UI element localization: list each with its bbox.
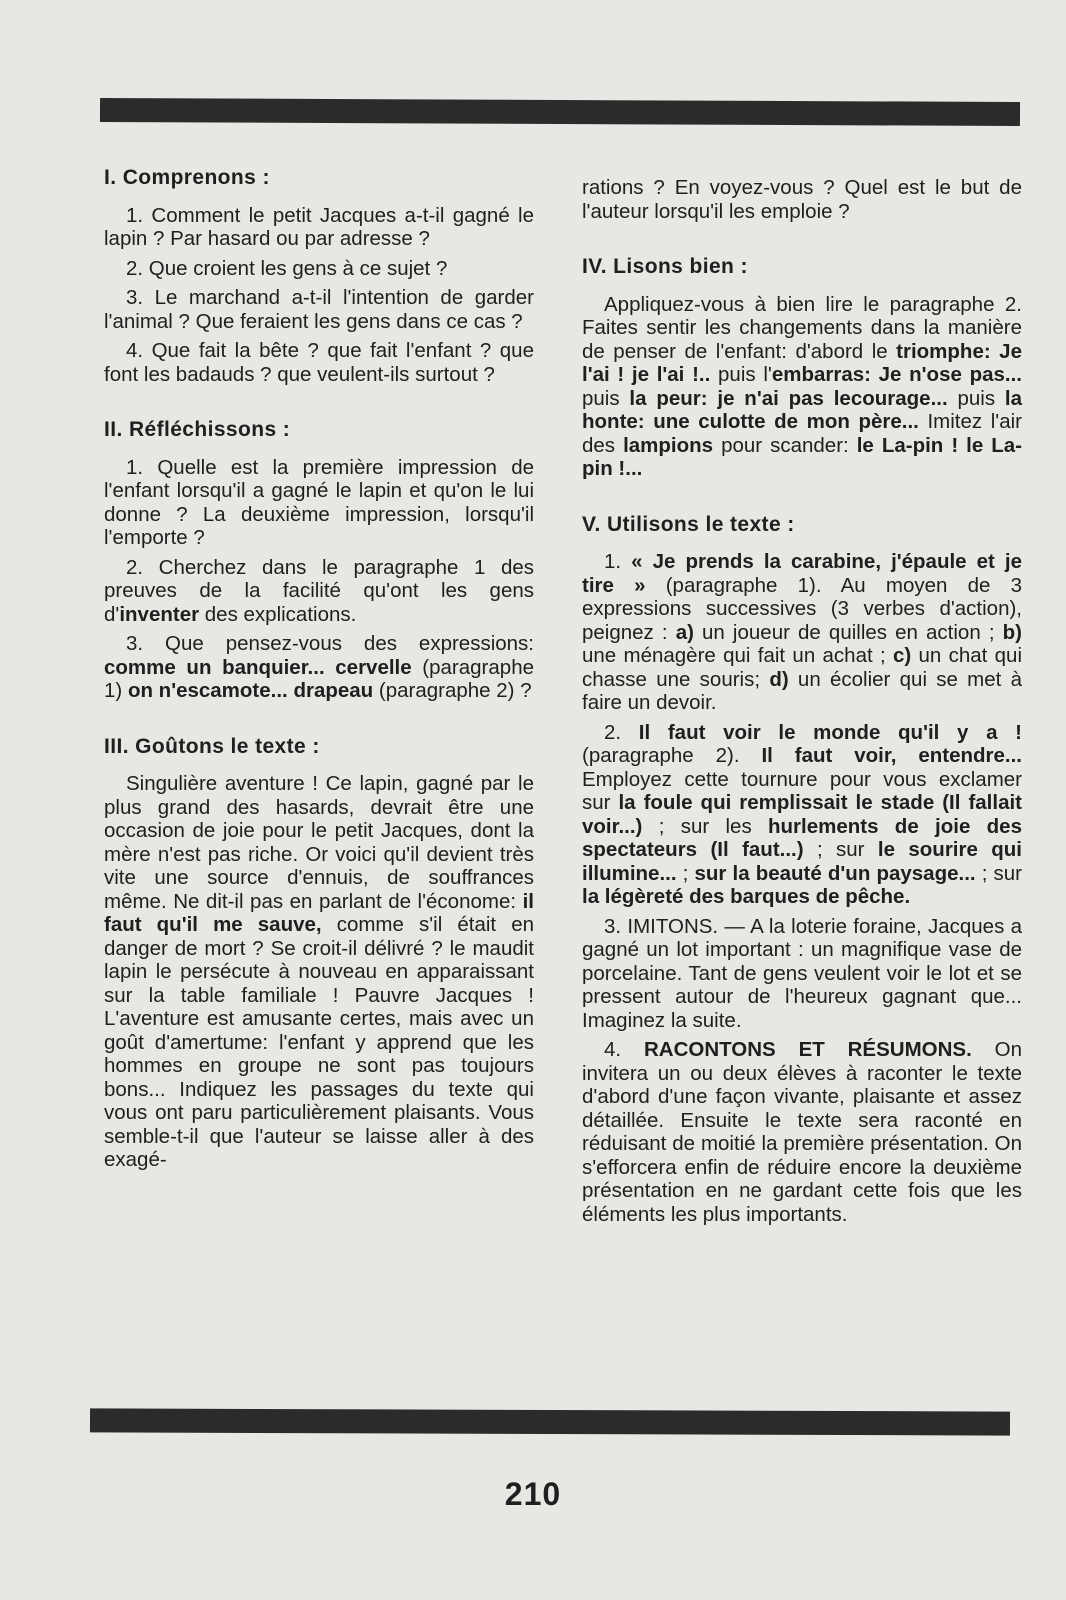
bottom-rule — [90, 1408, 1010, 1435]
question: 2. Cherchez dans le paragraphe 1 des preuves de la facilité qu'ont les gens d'inventer des explications. — [104, 555, 534, 626]
question: 2. Que croient les gens à ce sujet ? — [126, 256, 448, 280]
question: 4. Que fait la bête ? que fait l'enfant ? que font les badauds ? que veulent-ils surtout ? — [104, 339, 534, 386]
exercise: 4. RACONTONS ET RÉSUMONS. On invitera un ou deux élèves à raconter le texte d'abord d'une façon vivante, plaisante et assez détaillée. Ensuite le texte sera raconté en réduisant de moitié la première présentation. On s'efforcera enfin de réduire encore la deuxième présentation en ne gardant cette fois que les éléments les plus importants. — [582, 1038, 1022, 1226]
section-title: IV. Lisons bien : — [582, 255, 748, 278]
paragraph: rations ? En voyez-vous ? Quel est le but de l'auteur lorsqu'il les emploie ? — [582, 176, 1022, 223]
question: 3. Le marchand a-t-il l'intention de garder l'animal ? Que feraient les gens dans ce cas ? — [104, 286, 534, 333]
section-utilisons — [582, 513, 1022, 1227]
section-comprenons — [104, 166, 534, 386]
question: 3. Que pensez-vous des expressions: comme un banquier... cervelle (paragraphe 1) on n'escamote... drapeau (paragraphe 2) ? — [104, 632, 534, 702]
exercise: 3. IMITONS. — A la loterie foraine, Jacques a gagné un lot important : un magnifique vase de porcelaine. Tant de gens veulent voir le lot et se pressent autour de l'heureux gagnant que... Imaginez la suite. — [582, 914, 1023, 1032]
section-goutons — [104, 735, 534, 1172]
exercise: 2. Il faut voir le monde qu'il y a ! (paragraphe 2). Il faut voir, entendre... Employez cette tournure pour vous exclamer sur la foule qui remplissait le stade (Il fallait voir...) ; sur les hurlements de joie des spectateurs (Il faut...) ; sur le sourire qui illumine... ; sur la beauté d'un paysage... ; sur la légèreté des barques de pêche. — [582, 720, 1022, 908]
right-column — [582, 176, 1022, 1258]
left-column — [104, 166, 534, 1204]
section-lisons — [582, 255, 1022, 481]
section-title: I. Comprenons : — [104, 166, 270, 189]
section-title: III. Goûtons le texte : — [104, 734, 320, 758]
top-rule — [100, 98, 1020, 126]
paragraph: Singulière aventure ! Ce lapin, gagné par le plus grand des hasards, devrait être une occasion de joie pour le petit Jacques, dont la mère n'est pas riche. Or voici qu'il devient très vite une source d'ennuis, de souffrances même. Ne dit-il pas en parlant de l'économe: il faut qu'il me sauve, comme s'il était en danger de mort ? Se croit-il délivré ? le maudit lapin le persécute à nouveau en apparaissant sur la table familiale ! Pauvre Jacques ! L'aventure est amusante certes, mais avec un goût d'amertume: l'enfant y apprend que les hommes en groupe ne sont pas toujours bons... Indiquez les passages du texte qui vous ont paru particulièrement plaisants. Vous semble-t-il que l'auteur se laisse aller à des exagé- — [104, 772, 534, 1171]
paragraph: Appliquez-vous à bien lire le paragraphe 2. Faites sentir les changements dans la manière de penser de l'enfant: d'abord le triomphe: Je l'ai ! je l'ai !.. puis l'embarras: Je n'ose pas... puis la peur: je n'ai pas lecourage... puis la honte: une culotte de mon père... Imitez l'air des lampions pour scander: le La-pin ! le La-pin !... — [582, 292, 1023, 480]
question: 1. Quelle est la première impression de l'enfant lorsqu'il a gagné le lapin et qu'on le lui donne ? La deuxième impression, lorsqu'il l'emporte ? — [104, 455, 534, 549]
section-reflechissons — [104, 418, 534, 703]
section-title: V. Utilisons le texte : — [582, 512, 795, 536]
question: 1. Comment le petit Jacques a-t-il gagné le lapin ? Par hasard ou par adresse ? — [104, 203, 534, 250]
page-number: 210 — [504, 1476, 562, 1512]
section-title: II. Réfléchissons : — [104, 418, 291, 441]
exercise: 1. « Je prends la carabine, j'épaule et je tire » (paragraphe 1). Au moyen de 3 expressions successives (3 verbes d'action), peignez : a) un joueur de quilles en action ; b) une ménagère qui fait un achat ; c) un chat qui chasse une souris; d) un écolier qui se met à faire un devoir. — [582, 550, 1023, 714]
section-goutons-continued — [582, 176, 1022, 223]
